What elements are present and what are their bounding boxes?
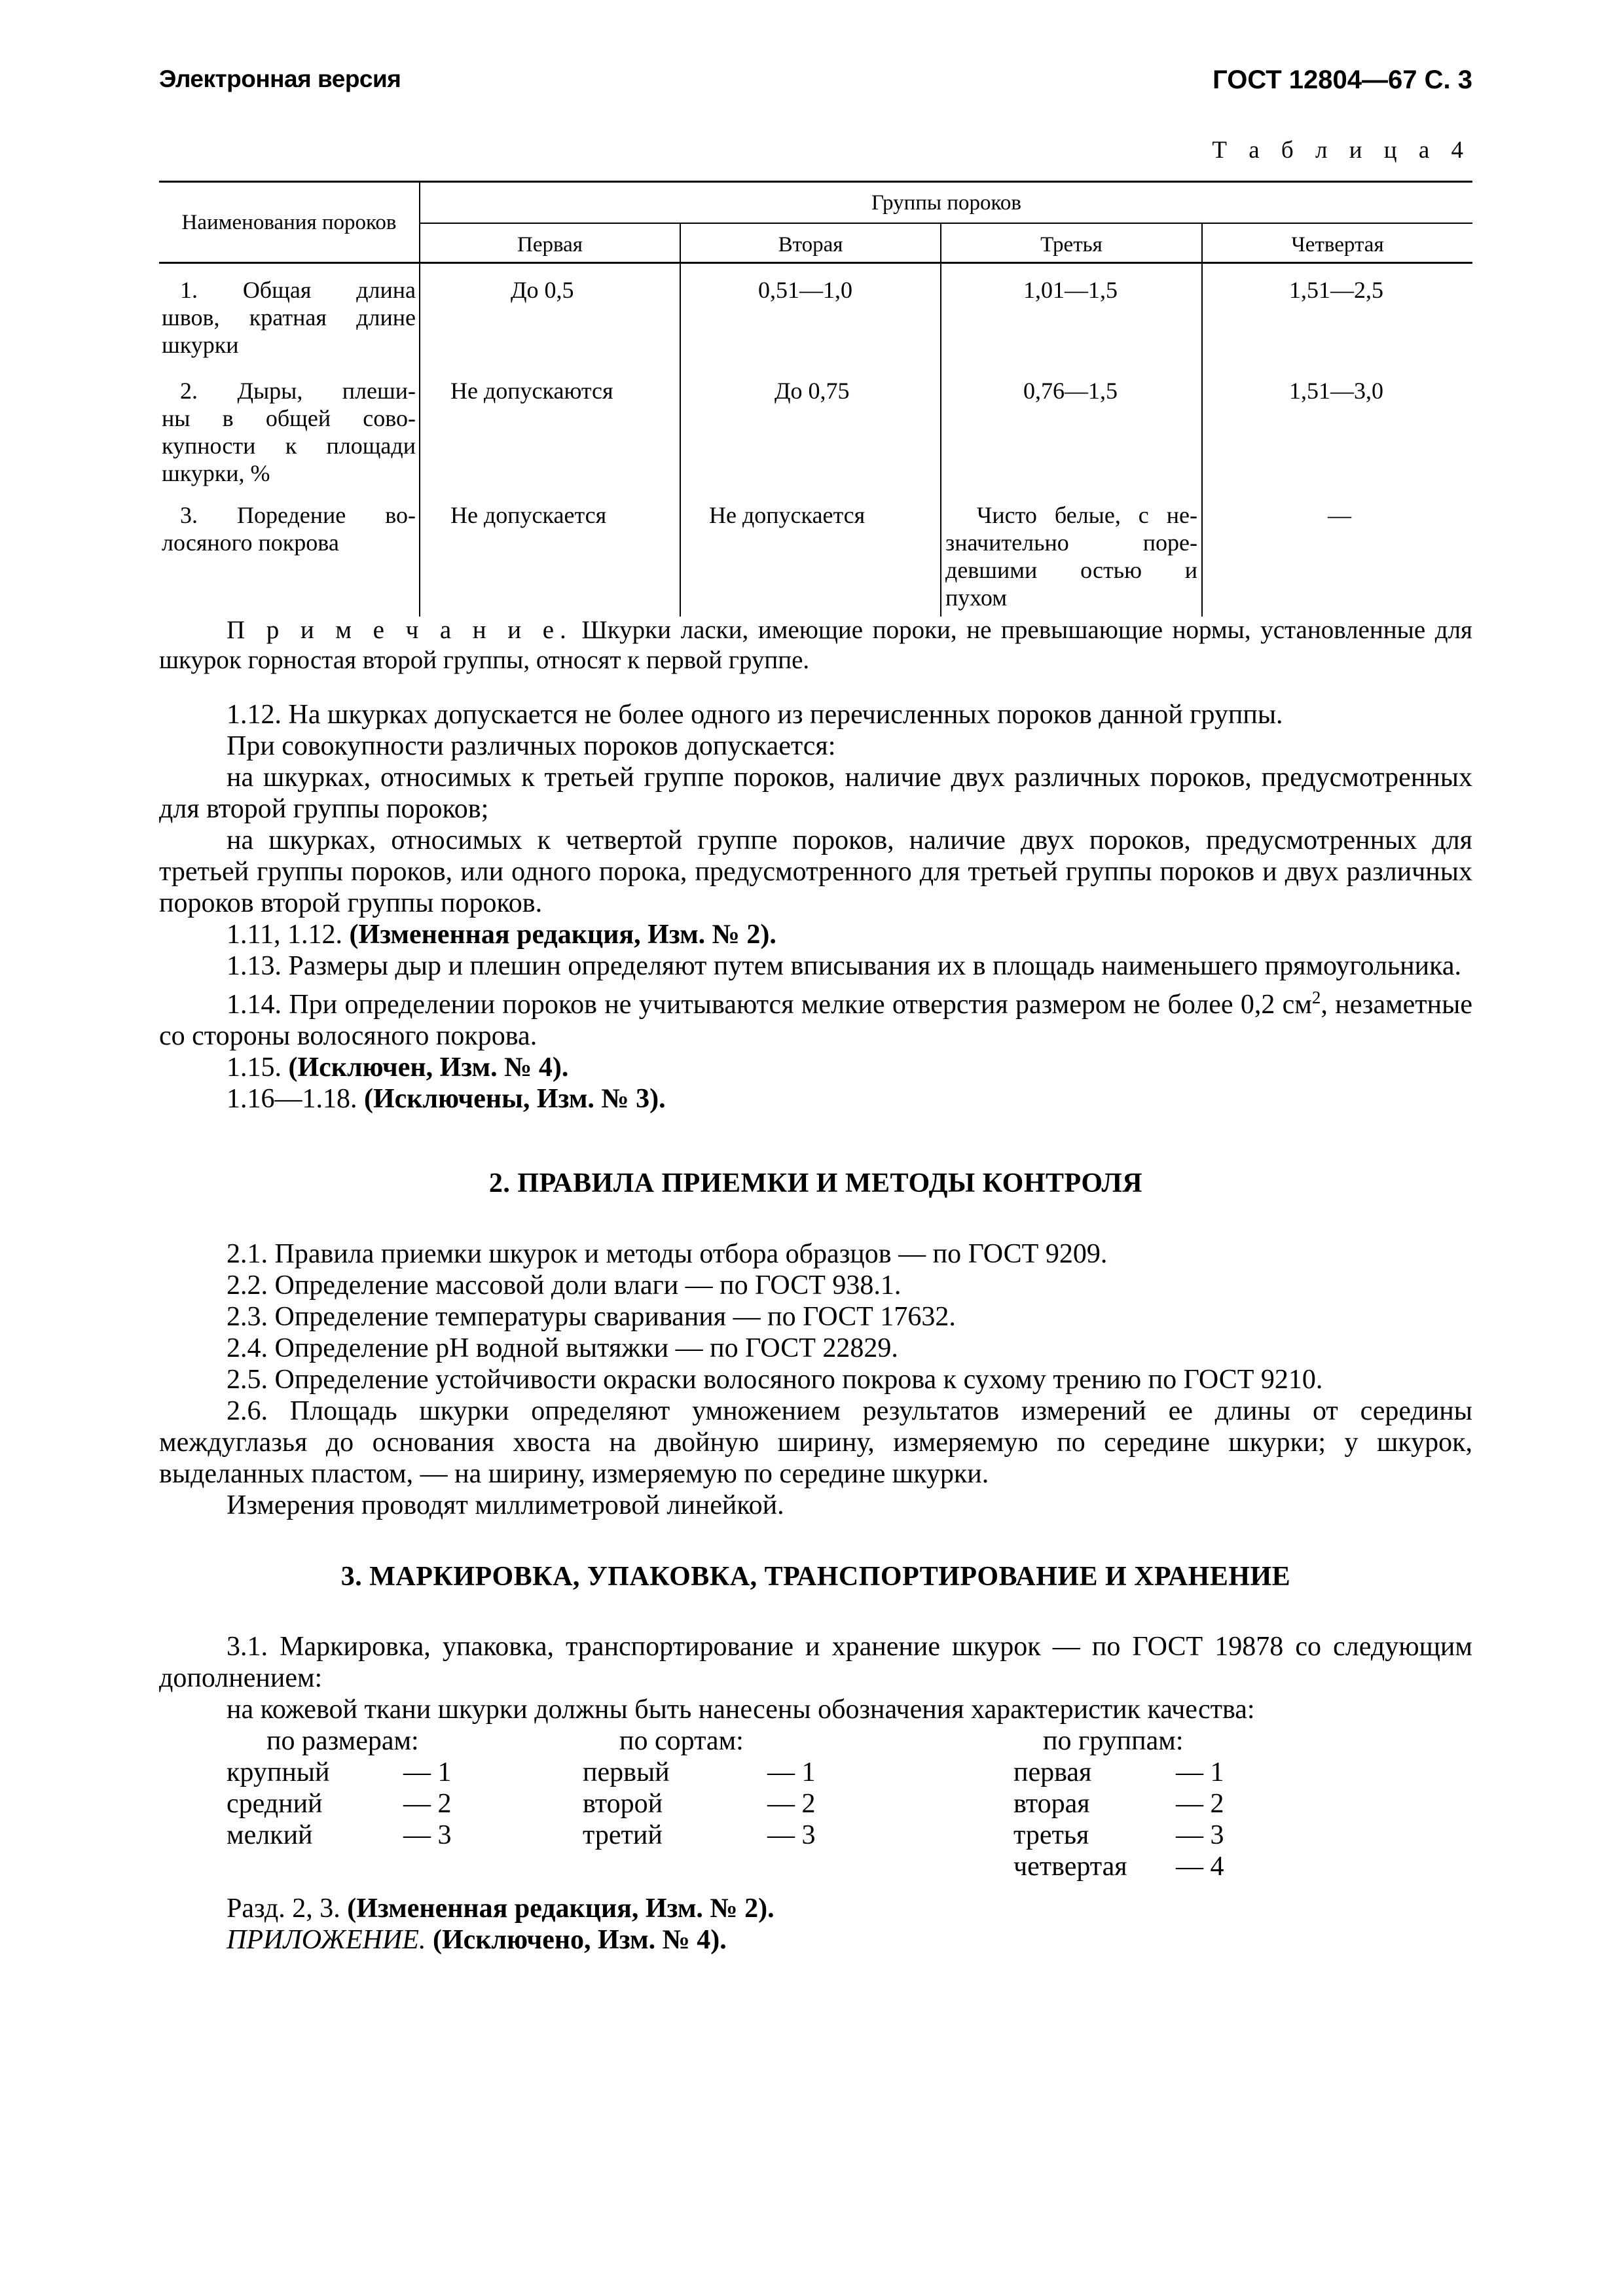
section2-heading: 2. ПРАВИЛА ПРИЕМКИ И МЕТОДЫ КОНТРОЛЯ — [488, 1168, 1143, 1198]
table-header-rule — [159, 262, 1472, 264]
size-code: — 1 — [403, 1757, 452, 1787]
table-group-rule — [419, 223, 1472, 224]
size-code: — 2 — [403, 1789, 452, 1819]
grade-code: — 1 — [767, 1757, 816, 1787]
amendment-sections-note: (Измененная редакция, Изм. № 2). — [347, 1893, 775, 1924]
clause-1-12: 1.12. На шкурках допускается не более одного из перечисленных пороков данной группы. — [227, 700, 1283, 730]
amendment-sections-2-3 — [159, 1893, 1472, 1924]
clause-1-14-tail: , незаметные со стороны волосяного покрова. — [159, 990, 1472, 1051]
group-code: — 1 — [1176, 1757, 1224, 1787]
size-name: средний — [227, 1789, 323, 1819]
size-code: — 3 — [403, 1820, 452, 1850]
clause-1-14 — [159, 982, 1472, 1052]
appendix-label: ПРИЛОЖЕНИЕ. — [227, 1925, 426, 1955]
group-header: Группы пороков — [871, 191, 1021, 215]
amendment-1-11-num: 1.11, 1.12. — [227, 920, 350, 950]
row2-fourth-value: 1,51—3,0 — [1289, 378, 1383, 404]
section3-amendments — [159, 1893, 1472, 1956]
marking-lists — [0, 1725, 1623, 1882]
row2-name-line: шкурки, % — [162, 460, 270, 486]
table-vline-4 — [1201, 223, 1203, 617]
clause-1-14-sup: 2 — [1311, 988, 1321, 1007]
row3-third-value — [945, 501, 1197, 611]
clause-combination: При совокупности различных пороков допускается: — [227, 731, 836, 761]
grade-name: второй — [583, 1789, 663, 1819]
clause-2-1: 2.1. Правила приемки шкурок и методы отбора образцов — по ГОСТ 9209. — [227, 1239, 1108, 1269]
size-name: крупный — [227, 1757, 330, 1787]
clause-2-5: 2.5. Определение устойчивости окраски волосяного покрова к сухому трению по ГОСТ 9210. — [227, 1365, 1323, 1395]
section3-text — [159, 1631, 1472, 1725]
clause-1-13: 1.13. Размеры дыр и плешин определяют путем вписывания их в площадь наименьшего прямоугольника. — [227, 951, 1462, 981]
row3-first-value: Не допускается — [450, 502, 607, 528]
clause-leather-marking: на кожевой ткани шкурки должны быть нанесены обозначения характеристик качества: — [227, 1695, 1255, 1725]
row3-second-value: Не допускается — [709, 502, 866, 528]
amendment-sections-num: Разд. 2, 3. — [227, 1893, 348, 1924]
group-first-header: Первая — [517, 233, 583, 257]
row2-first-value: Не допускаются — [450, 378, 613, 404]
defects-table — [159, 181, 1472, 617]
row1-defect-name — [162, 276, 416, 359]
row2-name-line: ны в общей сово- — [162, 405, 416, 431]
group-name: третья — [1013, 1820, 1089, 1850]
amendment-1-11-note: (Измененная редакция, Изм. № 2). — [349, 920, 776, 950]
table-caption: Т а б л и ц а 4 — [1212, 137, 1471, 164]
col-header-defect-name: Наименования пороков — [181, 211, 397, 234]
row1-name-line: шкурки — [162, 332, 239, 358]
table-top-rule — [159, 181, 1472, 183]
sizes-title: по размерам: — [266, 1726, 419, 1756]
clause-3-1: 3.1. Маркировка, упаковка, транспортирование и хранение шкурок — по ГОСТ 19878 со следующим дополнением: — [159, 1632, 1472, 1693]
clause-1-15 — [159, 1052, 1472, 1083]
group-name: вторая — [1013, 1789, 1090, 1819]
clause-measurement: Измерения проводят миллиметровой линейкой. — [227, 1490, 784, 1520]
clause-2-6: 2.6. Площадь шкурки определяют умножением результатов измерений ее длины от середины междуглазья до основания хвоста на двойную ширину, измеряемую по середине шкурки; у шкурок, выделанных пластом, — на ширину, измеряемую по середине шкурки. — [159, 1396, 1472, 1489]
groups-title: по группам: — [1043, 1726, 1184, 1756]
row1-fourth-value: 1,51—2,5 — [1289, 277, 1383, 303]
grade-name: первый — [583, 1757, 670, 1787]
row1-name-line: швов, кратная длине — [162, 304, 416, 331]
clause-1-16 — [159, 1083, 1472, 1115]
clause-1-15-num: 1.15. — [227, 1052, 289, 1083]
row2-second-value: До 0,75 — [775, 378, 850, 404]
group-code: — 2 — [1176, 1789, 1224, 1819]
clause-fourth-group: на шкурках, относимых к четвертой группе пороков, наличие двух пороков, предусмотренных для третьей группы пороков, или одного порока, предусмотренного для третьей группы пороков и двух различных пороков второй группы пороков. — [159, 825, 1472, 918]
row1-first-value: До 0,5 — [511, 277, 574, 303]
row1-second-value: 0,51—1,0 — [758, 277, 852, 303]
clause-1-16-note: (Исключены, Изм. № 3). — [364, 1084, 666, 1114]
note-label: П р и м е ч а н и е. — [227, 616, 572, 644]
appendix-excluded — [159, 1924, 1472, 1956]
group-second-header: Вторая — [778, 233, 843, 257]
group-code: — 4 — [1176, 1852, 1224, 1882]
row3-third-line: значительно поре- — [945, 529, 1197, 556]
amendment-1-11 — [159, 919, 1472, 950]
row3-third-line: Чисто белые, с не- — [977, 502, 1197, 528]
clause-1-14-text: 1.14. При определении пороков не учитываются мелкие отверстия размером не более 0,2 см — [227, 990, 1312, 1020]
appendix-note: (Исключено, Изм. № 4). — [426, 1925, 727, 1955]
row3-fourth-value: — — [1328, 502, 1351, 528]
row2-name-line: 2. Дыры, плеши- — [180, 378, 416, 404]
clause-third-group: на шкурках, относимых к третьей группе пороков, наличие двух различных пороков, предусмотренных для второй группы пороков; — [159, 762, 1472, 824]
grade-code: — 2 — [767, 1789, 816, 1819]
group-code: — 3 — [1176, 1820, 1224, 1850]
row1-name-line: 1. Общая длина — [180, 277, 416, 303]
grade-code: — 3 — [767, 1820, 816, 1850]
group-fourth-header: Четвертая — [1291, 233, 1384, 257]
group-name: четвертая — [1013, 1852, 1127, 1882]
grade-name: третий — [583, 1820, 663, 1850]
electronic-version-label: Электронная версия — [159, 65, 401, 92]
table-vline-3 — [940, 223, 941, 617]
section3-heading: 3. МАРКИРОВКА, УПАКОВКА, ТРАНСПОРТИРОВАНИЕ И ХРАНЕНИЕ — [340, 1562, 1291, 1592]
group-third-header: Третья — [1040, 233, 1103, 257]
row1-third-value: 1,01—1,5 — [1023, 277, 1118, 303]
row3-name-line: лосяного покрова — [162, 529, 339, 556]
row3-third-line: девшими остью и — [945, 557, 1197, 583]
table-note — [159, 615, 1472, 675]
size-name: мелкий — [227, 1820, 313, 1850]
row3-third-line: пухом — [945, 584, 1007, 611]
clause-1-16-num: 1.16—1.18. — [227, 1084, 364, 1114]
clause-2-3: 2.3. Определение температуры сваривания — по ГОСТ 17632. — [227, 1302, 956, 1332]
row2-defect-name — [162, 377, 416, 487]
standard-page-number: ГОСТ 12804—67 С. 3 — [1213, 65, 1472, 94]
row2-third-value: 0,76—1,5 — [1023, 378, 1118, 404]
clause-2-4: 2.4. Определение pH водной вытяжки — по ГОСТ 22829. — [227, 1333, 898, 1363]
row2-name-line: купности к площади — [162, 433, 416, 459]
clause-1-15-note: (Исключен, Изм. № 4). — [288, 1052, 569, 1083]
section2-text — [159, 1238, 1472, 1521]
clause-2-2: 2.2. Определение массовой доли влаги — по ГОСТ 938.1. — [227, 1270, 902, 1300]
group-name: первая — [1013, 1757, 1092, 1787]
row3-defect-name — [162, 501, 416, 556]
section1-text — [159, 699, 1472, 1115]
note-text: Шкурки ласки, имеющие пороки, не превышающие нормы, установленные для шкурок горностая второй группы, относят к первой группе. — [159, 616, 1472, 674]
row3-name-line: 3. Поредение во- — [180, 502, 416, 528]
table-vline-2 — [680, 223, 681, 617]
grades-title: по сортам: — [619, 1726, 744, 1756]
